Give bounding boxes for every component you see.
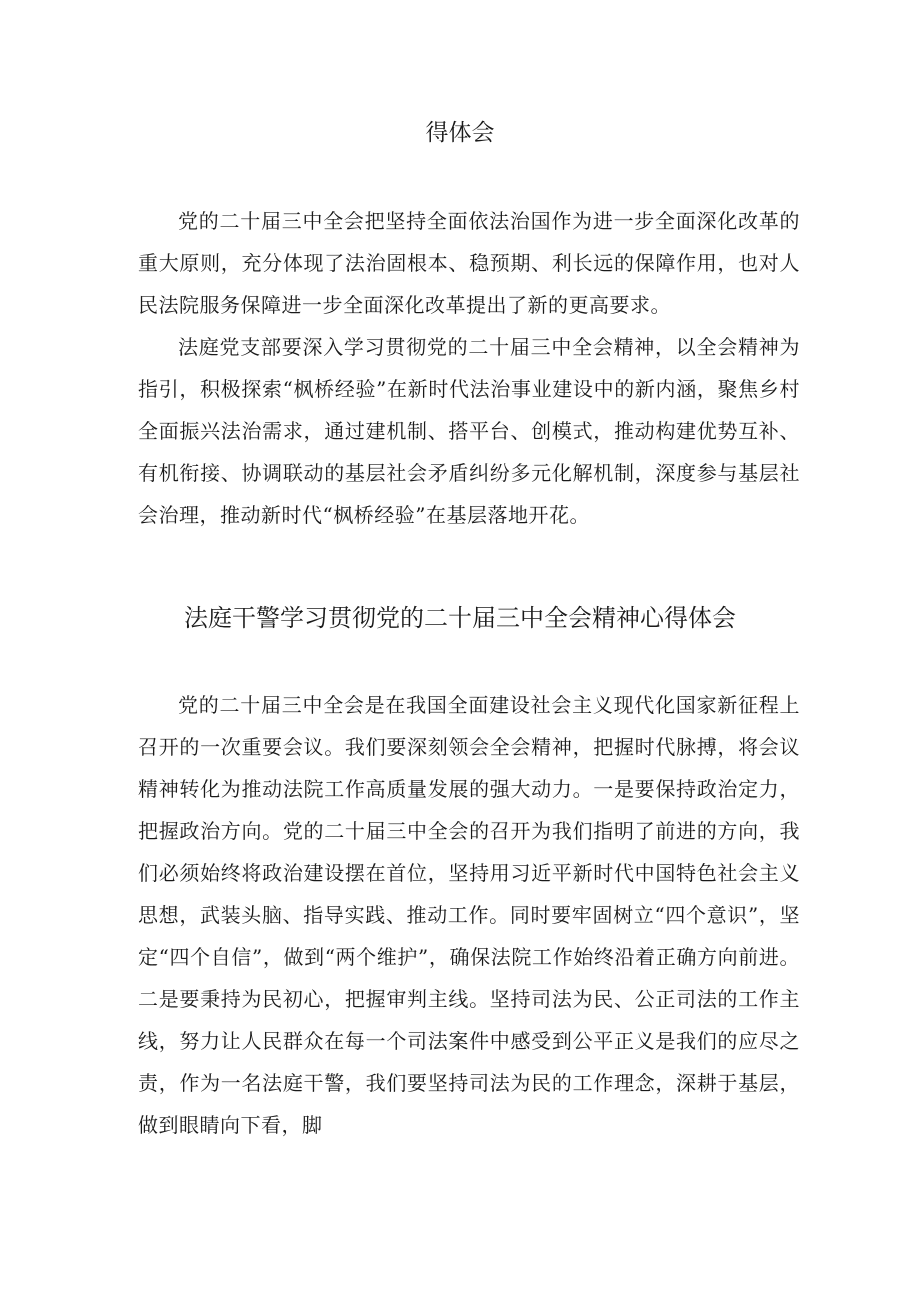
section-body	[138, 200, 800, 536]
section-title: 法庭干警学习贯彻党的二十届三中全会精神心得体会	[184, 604, 736, 632]
paragraph: 党的二十届三中全会是在我国全面建设社会主义现代化国家新征程上召开的一次重要会议。我们要深刻领会全会精神，把握时代脉搏，将会议精神转化为推动法院工作高质量发展的强大动力。一是要保持政治定力，把握政治方向。党的二十届三中全会的召开为我们指明了前进的方向，我们必须始终将政治建设摆在首位，坚持用习近平新时代中国特色社会主义思想，武装头脑、指导实践、推动工作。同时要牢固树立“四个意识”，坚定“四个自信”，做到“两个维护”，确保法院工作始终沿着正确方向前进。二是要秉持为民初心，把握审判主线。坚持司法为民、公正司法的工作主线，努力让人民群众在每一个司法案件中感受到公平正义是我们的应尽之责，作为一名法庭干警，我们要坚持司法为民的工作理念，深耕于基层，做到眼睛向下看，脚	[138, 693, 800, 1137]
section-title: 得体会	[425, 120, 495, 146]
section-body	[138, 684, 800, 1146]
paragraph: 法庭党支部要深入学习贯彻党的二十届三中全会精神，以全会精神为指引，积极探索“枫桥经验”在新时代法治事业建设中的新内涵，聚焦乡村全面振兴法治需求，通过建机制、搭平台、创模式，推动构建优势互补、有机衔接、协调联动的基层社会矛盾纠纷多元化解机制，深度参与基层社会治理，推动新时代“枫桥经验”在基层落地开花。	[138, 335, 800, 527]
paragraph: 党的二十届三中全会把坚持全面依法治国作为进一步全面深化改革的重大原则，充分体现了法治固根本、稳预期、利长远的保障作用，也对人民法院服务保障进一步全面深化改革提出了新的更高要求。	[138, 209, 800, 317]
